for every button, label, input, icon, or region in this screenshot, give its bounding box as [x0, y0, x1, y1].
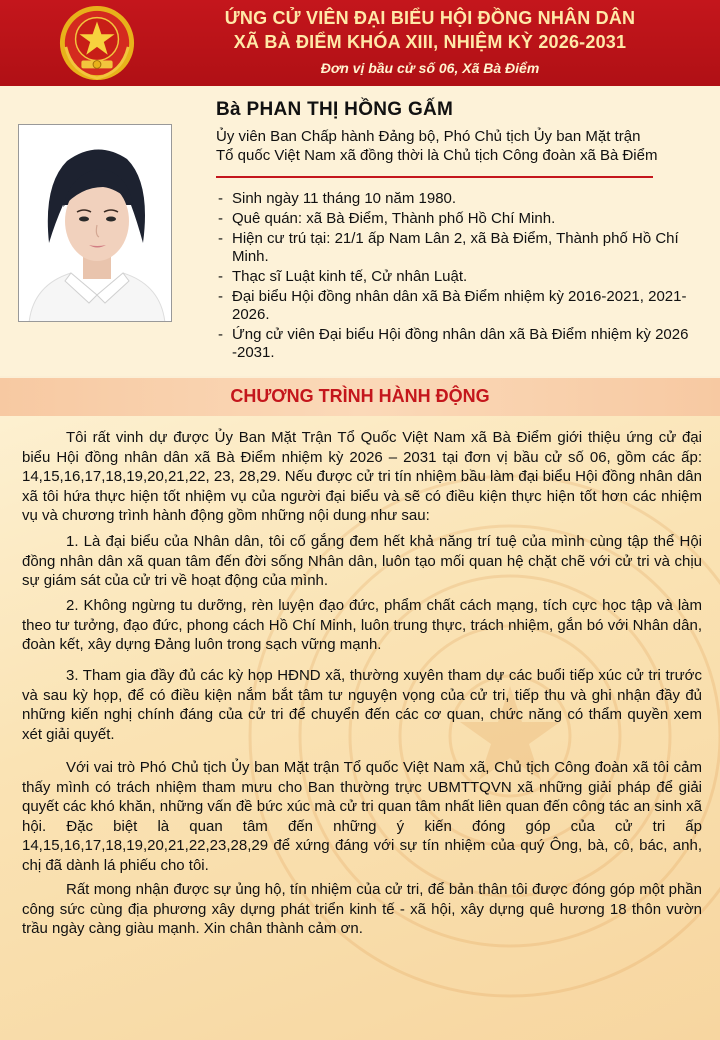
header-title-line1: ỨNG CỬ VIÊN ĐẠI BIỂU HỘI ĐỒNG NHÂN DÂN [224, 8, 636, 28]
program-title: CHƯƠNG TRÌNH HÀNH ĐỘNG [230, 386, 490, 406]
fact-item: - Ứng cử viên Đại biểu Hội đồng nhân dân xã Bà Điểm nhiệm kỳ 2026 -2031. [216, 326, 706, 362]
candidate-role-line1: Ủy viên Ban Chấp hành Đảng bộ, Phó Chủ tịch Ủy ban Mặt trận [216, 128, 641, 145]
fact-item: - Đại biểu Hội đồng nhân dân xã Bà Điểm nhiệm kỳ 2016-2021, 2021-2026. [216, 288, 706, 324]
program-section-bar [0, 378, 720, 416]
national-emblem-icon [58, 4, 136, 82]
program-paragraph: 3. Tham gia đầy đủ các kỳ họp HĐND xã, thường xuyên tham dự các buổi tiếp xúc cử tri trước và sau kỳ họp, để có điều kiện nắm bắt tâm tư nguyện vọng của cử tri, tiếp thu và ghi nhận đầy đủ những kiến nghị chính đáng của cử tri để chuyển đến các cơ quan, chức năng có thẩm quyền xem xét giải quyết. [22, 667, 702, 743]
action-program [0, 416, 720, 1040]
divider [216, 176, 653, 178]
program-paragraph: Với vai trò Phó Chủ tịch Ủy ban Mặt trận Tổ quốc Việt Nam xã, Chủ tịch Công đoàn xã tôi cảm thấy mình có trách nhiệm tham mưu cho Ban thường trực UBMTTQVN xã những giải pháp để giải quyết các khó khăn, những vấn đề bức xúc mà cử tri quan tâm nhất liên quan đến công tác an sinh xã hội. Đặc biệt là quan tâm đến những ý kiến đóng góp của cử tri ấp 14,15,16,17,18,19,20,21,22,23,28,29 để xứng đáng với sự tín nhiệm của quý Ông, bà, cô, bác, anh, chị đã dành lá phiếu cho tôi. [22, 759, 702, 874]
program-paragraph: Rất mong nhận được sự ủng hộ, tín nhiệm của cử tri, để bản thân tôi được đóng góp một phần công sức cùng địa phương xây dựng phát triển kinh tế - xã hội, xây dựng quê hương 18 thôn vườn trầu ngày càng giàu mạnh. Xin chân thành cảm ơn. [22, 881, 702, 937]
fact-item: - Quê quán: xã Bà Điểm, Thành phố Hồ Chí Minh. [216, 210, 706, 228]
candidate-name: Bà PHAN THỊ HỒNG GẤM [216, 99, 454, 120]
header-title-line2: XÃ BÀ ĐIỂM KHÓA XIII, NHIỆM KỲ 2026-2031 [233, 32, 627, 52]
candidate-role [216, 127, 706, 165]
electoral-unit: Đơn vị bầu cử số 06, Xã Bà Điểm [320, 60, 540, 76]
candidate-facts-list [216, 190, 706, 364]
program-paragraph: 2. Không ngừng tu dưỡng, rèn luyện đạo đức, phẩm chất cách mạng, tích cực học tập và làm theo tư tưởng, đạo đức, phong cách Hồ Chí Minh, luôn trung thực, trách nhiệm, gắn bó với Nhân dân, đoàn kết, xây dựng Đảng luôn trong sạch vững mạnh. [22, 597, 702, 653]
fact-item: - Thạc sĩ Luật kinh tế, Cử nhân Luật. [216, 268, 706, 286]
program-paragraph: Tôi rất vinh dự được Ủy Ban Mặt Trận Tổ Quốc Việt Nam xã Bà Điểm giới thiệu ứng cử đại biểu Hội đồng nhân dân xã Bà Điểm nhiệm kỳ 2026 – 2031 tại đơn vị bầu cử số 06, gồm các ấp: 14,15,16,17,18,19,20,21,22, 23, 28,29. Nếu được cử tri tín nhiệm bầu làm đại biểu Hội đồng nhân dân xã tôi hứa thực hiện tốt nhiệm vụ của người đại biểu và sẽ có điều kiện thực hiện tốt hơn các nhiệm vụ và chương trình hành động gồm những nội dung như sau: [22, 429, 702, 524]
portrait-image [19, 125, 172, 322]
candidate-photo [18, 124, 172, 322]
candidate-profile [0, 86, 720, 376]
program-paragraph: 1. Là đại biểu của Nhân dân, tôi cố gắng đem hết khả năng trí tuệ của mình cùng tập thể Hội đồng nhân dân xã quan tâm đến đời sống Nhân dân, luôn tạo mối quan hệ chặt chẽ với cử tri và chịu sự giám sát của cử tri về hoạt động của mình. [22, 533, 702, 589]
fact-item: - Hiện cư trú tại: 21/1 ấp Nam Lân 2, xã Bà Điểm, Thành phố Hồ Chí Minh. [216, 230, 706, 266]
header-banner [0, 0, 720, 86]
fact-item: - Sinh ngày 11 tháng 10 năm 1980. [216, 190, 706, 208]
candidate-role-line2: Tổ quốc Việt Nam xã đồng thời là Chủ tịch Công đoàn xã Bà Điểm [216, 147, 658, 164]
